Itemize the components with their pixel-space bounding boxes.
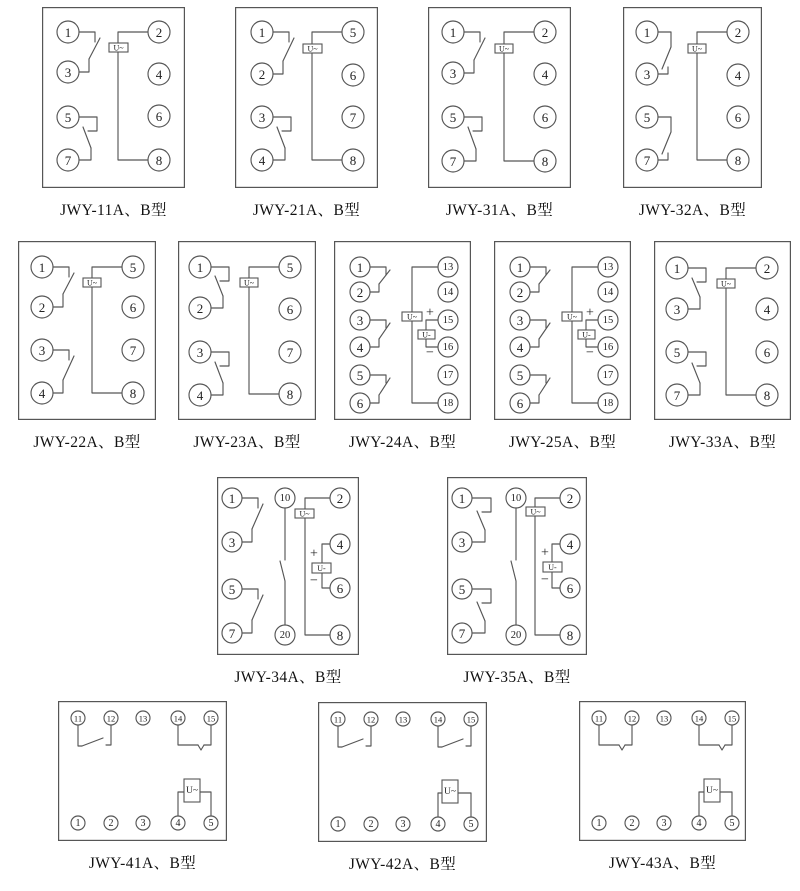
terminal-number-15: 15 xyxy=(442,315,454,326)
coil-label: U~ xyxy=(86,278,98,288)
coil-label: U~ xyxy=(691,44,703,54)
terminal-number-14: 14 xyxy=(442,287,454,298)
terminal-number-5: 5 xyxy=(349,25,357,40)
wire xyxy=(464,32,480,42)
wire xyxy=(625,725,632,745)
diagram-canvas xyxy=(334,241,471,420)
terminal-number-8: 8 xyxy=(155,153,163,168)
diagram-canvas xyxy=(178,241,316,420)
diagram-caption-jwy-41a: JWY-41A、B型 xyxy=(88,855,197,872)
wire xyxy=(211,383,223,395)
terminal-number-7: 7 xyxy=(643,153,651,168)
terminal-number-6: 6 xyxy=(734,110,742,125)
terminal-number-15: 15 xyxy=(466,714,476,725)
terminal-number-11: 11 xyxy=(333,714,343,725)
terminal-number-16: 16 xyxy=(442,342,454,353)
wire xyxy=(338,726,342,747)
terminal-number-4: 4 xyxy=(196,388,204,403)
terminal-number-5: 5 xyxy=(643,110,651,125)
wire xyxy=(699,792,704,816)
wire xyxy=(370,267,386,275)
terminal-number-6: 6 xyxy=(336,581,344,596)
wire xyxy=(688,268,706,282)
diagram-jwy-24a xyxy=(334,241,471,452)
diagram-jwy-43a xyxy=(579,701,746,873)
plus-mark: + xyxy=(426,305,434,321)
terminal-number-13: 13 xyxy=(659,713,669,724)
wire xyxy=(658,153,668,160)
diagram-caption-jwy-22a: JWY-22A、B型 xyxy=(33,434,141,451)
terminal-number-13: 13 xyxy=(398,714,408,725)
wire xyxy=(211,296,223,308)
terminal-number-5: 5 xyxy=(729,818,735,829)
wire xyxy=(106,725,111,745)
wire xyxy=(472,589,491,603)
terminal-number-1: 1 xyxy=(64,25,72,40)
terminal-number-3: 3 xyxy=(356,313,364,328)
wire xyxy=(719,745,725,750)
terminal-number-6: 6 xyxy=(286,302,294,317)
terminal-number-6: 6 xyxy=(763,345,771,360)
diagram-jwy-23a xyxy=(178,241,316,452)
minus-mark: − xyxy=(310,573,318,589)
terminal-number-14: 14 xyxy=(173,713,183,724)
wire xyxy=(530,320,546,328)
wire xyxy=(464,117,482,131)
diagram-canvas xyxy=(428,7,571,188)
terminal-number-2: 2 xyxy=(356,285,364,300)
diagram-caption-jwy-23a: JWY-23A、B型 xyxy=(193,434,301,451)
diagram-caption-jwy-35a: JWY-35A、B型 xyxy=(463,669,571,686)
wire xyxy=(552,544,560,562)
diagram-jwy-21a xyxy=(235,7,378,220)
wire xyxy=(720,792,732,816)
diagram-jwy-25a xyxy=(494,241,631,452)
wire xyxy=(178,792,184,816)
coil-label: U- xyxy=(548,563,557,572)
diagram-caption-jwy-21a: JWY-21A、B型 xyxy=(252,202,361,219)
wire xyxy=(464,149,476,161)
terminal-number-7: 7 xyxy=(349,110,357,125)
wire xyxy=(692,278,700,297)
terminal-number-17: 17 xyxy=(442,370,454,381)
terminal-number-8: 8 xyxy=(336,628,344,643)
terminal-number-2: 2 xyxy=(196,301,204,316)
wire xyxy=(552,572,560,588)
diagram-jwy-35a xyxy=(447,477,587,687)
wire xyxy=(273,117,291,131)
terminal-number-3: 3 xyxy=(516,313,524,328)
wire xyxy=(273,32,289,42)
wire xyxy=(53,294,63,307)
terminal-number-13: 13 xyxy=(442,262,454,273)
terminal-number-4: 4 xyxy=(696,818,702,829)
terminal-number-6: 6 xyxy=(541,110,549,125)
terminal-number-17: 17 xyxy=(602,370,614,381)
coil-label: U~ xyxy=(113,43,124,53)
terminal-number-2: 2 xyxy=(629,818,635,829)
terminal-number-4: 4 xyxy=(356,340,364,355)
wire xyxy=(370,395,379,403)
terminal-number-4: 4 xyxy=(734,68,742,83)
terminal-number-5: 5 xyxy=(356,368,364,383)
terminal-number-3: 3 xyxy=(458,535,466,550)
terminal-number-3: 3 xyxy=(673,302,681,317)
wire xyxy=(342,739,363,747)
diagram-jwy-11a xyxy=(42,7,185,220)
diagram-jwy-41a xyxy=(58,701,227,873)
diagram-jwy-34a xyxy=(217,477,359,687)
terminal-number-1: 1 xyxy=(458,491,466,506)
wire xyxy=(472,621,485,633)
terminal-number-6: 6 xyxy=(516,396,524,411)
terminal-number-1: 1 xyxy=(356,260,364,275)
terminal-number-3: 3 xyxy=(38,343,46,358)
terminal-number-8: 8 xyxy=(349,153,357,168)
wire xyxy=(322,573,330,588)
diagram-caption-jwy-11a: JWY-11A、B型 xyxy=(60,202,167,219)
diagram-canvas xyxy=(654,241,791,420)
terminal-number-2: 2 xyxy=(368,819,374,830)
terminal-number-1: 1 xyxy=(38,260,46,275)
minus-mark: − xyxy=(426,345,434,361)
terminal-number-12: 12 xyxy=(366,714,376,725)
wire xyxy=(370,284,379,292)
wire xyxy=(370,375,386,383)
diagram-jwy-33a xyxy=(654,241,791,452)
terminal-number-2: 2 xyxy=(38,300,46,315)
wire xyxy=(366,726,371,746)
terminal-number-3: 3 xyxy=(196,345,204,360)
wire xyxy=(725,725,732,745)
diagram-canvas xyxy=(623,7,762,188)
wire xyxy=(586,320,598,330)
wire xyxy=(211,267,229,281)
coil-label: U~ xyxy=(406,312,418,322)
diagram-caption-jwy-31a: JWY-31A、B型 xyxy=(445,202,554,219)
terminal-number-4: 4 xyxy=(566,537,574,552)
terminal-number-8: 8 xyxy=(129,386,137,401)
diagram-caption-jwy-25a: JWY-25A、B型 xyxy=(508,434,617,451)
terminal-number-4: 4 xyxy=(336,537,344,552)
wire xyxy=(82,738,103,746)
terminal-number-8: 8 xyxy=(566,628,574,643)
diagram-caption-jwy-32a: JWY-32A、B型 xyxy=(638,202,747,219)
terminal-number-20: 20 xyxy=(510,630,522,641)
terminal-number-4: 4 xyxy=(38,386,46,401)
diagram-jwy-22a xyxy=(18,241,156,452)
terminal-number-14: 14 xyxy=(694,713,704,724)
wire xyxy=(198,745,204,750)
wire xyxy=(215,362,223,383)
coil-label: U~ xyxy=(705,786,719,796)
terminal-number-4: 4 xyxy=(541,67,549,82)
terminal-number-5: 5 xyxy=(208,818,214,829)
terminal-number-1: 1 xyxy=(228,491,236,506)
diagram-jwy-32a xyxy=(623,7,762,220)
terminal-number-5: 5 xyxy=(673,345,681,360)
terminal-number-2: 2 xyxy=(566,491,574,506)
diagram-canvas xyxy=(42,7,185,188)
terminal-number-2: 2 xyxy=(108,818,114,829)
terminal-number-1: 1 xyxy=(196,260,204,275)
terminal-number-15: 15 xyxy=(602,315,614,326)
diagram-canvas xyxy=(217,477,359,655)
terminal-number-4: 4 xyxy=(155,67,163,82)
minus-mark: − xyxy=(586,345,594,361)
wire xyxy=(699,725,719,745)
coil-label: U- xyxy=(582,330,591,340)
wire xyxy=(79,117,97,131)
wire xyxy=(539,270,550,284)
wire xyxy=(688,297,700,309)
wire xyxy=(438,726,442,747)
terminal-number-4: 4 xyxy=(175,818,181,829)
wire xyxy=(477,602,485,621)
terminal-number-5: 5 xyxy=(286,260,294,275)
terminal-number-3: 3 xyxy=(449,66,457,81)
wire xyxy=(464,60,474,73)
terminal-number-8: 8 xyxy=(734,153,742,168)
plus-mark: + xyxy=(586,305,594,321)
terminal-number-4: 4 xyxy=(435,819,441,830)
wire xyxy=(468,127,476,149)
terminal-number-15: 15 xyxy=(727,713,737,724)
wire xyxy=(658,117,671,132)
diagram-caption-jwy-42a: JWY-42A、B型 xyxy=(348,856,457,873)
wire xyxy=(472,498,491,512)
terminal-number-5: 5 xyxy=(129,260,137,275)
wire xyxy=(242,498,258,508)
wire xyxy=(280,561,285,625)
diagram-caption-jwy-34a: JWY-34A、B型 xyxy=(234,669,342,686)
terminal-number-3: 3 xyxy=(64,65,72,80)
wire xyxy=(53,380,63,393)
wire xyxy=(539,323,550,339)
wire xyxy=(619,745,625,750)
wire xyxy=(277,127,285,148)
wire xyxy=(178,725,198,745)
coil-label: U~ xyxy=(720,279,732,289)
diagram-canvas xyxy=(579,701,746,841)
coil-label: U- xyxy=(422,330,431,340)
terminal-number-7: 7 xyxy=(129,343,137,358)
terminal-number-2: 2 xyxy=(155,25,163,40)
wire xyxy=(273,148,285,160)
minus-mark: − xyxy=(541,572,549,588)
terminal-number-12: 12 xyxy=(627,713,637,724)
terminal-number-2: 2 xyxy=(336,491,344,506)
diagram-caption-jwy-33a: JWY-33A、B型 xyxy=(668,434,777,451)
coil-label: U~ xyxy=(307,44,318,54)
terminal-number-3: 3 xyxy=(643,67,651,82)
terminal-number-13: 13 xyxy=(138,713,148,724)
coil-label: U~ xyxy=(243,278,255,288)
wire xyxy=(458,793,471,817)
terminal-number-15: 15 xyxy=(206,713,216,724)
wire xyxy=(242,529,252,542)
wire xyxy=(511,561,516,625)
terminal-number-2: 2 xyxy=(763,261,771,276)
terminal-number-3: 3 xyxy=(258,110,266,125)
terminal-number-14: 14 xyxy=(602,287,614,298)
terminal-number-7: 7 xyxy=(458,626,466,641)
terminal-number-8: 8 xyxy=(286,387,294,402)
wire xyxy=(379,378,390,395)
wire xyxy=(53,350,69,360)
terminal-number-5: 5 xyxy=(449,110,457,125)
terminal-number-2: 2 xyxy=(516,285,524,300)
terminal-number-7: 7 xyxy=(228,626,236,641)
terminal-number-2: 2 xyxy=(541,25,549,40)
wire xyxy=(662,47,671,69)
terminal-number-6: 6 xyxy=(356,396,364,411)
wire xyxy=(530,375,546,383)
wire xyxy=(204,725,211,745)
coil-label: U~ xyxy=(299,509,310,519)
terminal-number-20: 20 xyxy=(279,630,291,641)
wire xyxy=(472,530,485,542)
wire xyxy=(530,339,539,347)
diagram-canvas xyxy=(58,701,227,841)
wire xyxy=(426,320,438,330)
wire xyxy=(599,725,619,745)
wire xyxy=(530,284,539,292)
wire xyxy=(530,267,546,275)
terminal-number-5: 5 xyxy=(458,582,466,597)
terminal-number-5: 5 xyxy=(516,368,524,383)
wire xyxy=(379,270,390,284)
terminal-number-4: 4 xyxy=(258,153,266,168)
terminal-number-7: 7 xyxy=(64,153,72,168)
diagram-jwy-31a xyxy=(428,7,571,220)
wire xyxy=(442,739,463,747)
terminal-number-6: 6 xyxy=(349,68,357,83)
terminal-number-5: 5 xyxy=(228,582,236,597)
coil-label: U~ xyxy=(530,507,541,517)
terminal-number-1: 1 xyxy=(258,25,266,40)
terminal-number-1: 1 xyxy=(449,25,457,40)
wire xyxy=(53,267,69,277)
wire xyxy=(322,544,330,563)
wire xyxy=(662,132,671,154)
diagram-caption-jwy-43a: JWY-43A、B型 xyxy=(608,855,717,872)
terminal-number-8: 8 xyxy=(541,154,549,169)
terminal-number-2: 2 xyxy=(734,25,742,40)
terminal-number-3: 3 xyxy=(140,818,146,829)
terminal-number-6: 6 xyxy=(155,109,163,124)
terminal-number-1: 1 xyxy=(673,261,681,276)
wire xyxy=(477,511,485,530)
terminal-number-5: 5 xyxy=(64,110,72,125)
wire xyxy=(379,323,390,339)
wire xyxy=(370,339,379,347)
wire xyxy=(83,127,91,148)
terminal-number-13: 13 xyxy=(602,262,614,273)
diagram-canvas xyxy=(18,241,156,420)
wire xyxy=(539,378,550,395)
wire xyxy=(530,395,539,403)
terminal-number-3: 3 xyxy=(661,818,667,829)
terminal-number-1: 1 xyxy=(643,25,651,40)
terminal-number-18: 18 xyxy=(442,398,454,409)
terminal-number-10: 10 xyxy=(279,493,291,504)
terminal-number-5: 5 xyxy=(468,819,474,830)
terminal-number-1: 1 xyxy=(596,818,602,829)
terminal-number-6: 6 xyxy=(566,581,574,596)
diagram-canvas xyxy=(494,241,631,420)
terminal-number-11: 11 xyxy=(594,713,604,724)
wire xyxy=(242,620,252,633)
terminal-number-18: 18 xyxy=(602,398,614,409)
coil-label: U- xyxy=(317,564,326,573)
terminal-number-4: 4 xyxy=(516,340,524,355)
terminal-number-12: 12 xyxy=(106,713,116,724)
wire xyxy=(688,352,706,366)
diagram-jwy-42a xyxy=(318,702,487,874)
terminal-number-10: 10 xyxy=(510,493,522,504)
terminal-number-7: 7 xyxy=(673,388,681,403)
plus-mark: + xyxy=(310,546,318,562)
wire xyxy=(79,59,89,72)
coil-label: U~ xyxy=(566,312,578,322)
terminal-number-4: 4 xyxy=(763,302,771,317)
terminal-number-11: 11 xyxy=(73,713,83,724)
diagram-canvas xyxy=(235,7,378,188)
diagram-canvas xyxy=(318,702,487,842)
wire xyxy=(438,793,442,817)
wire xyxy=(78,725,82,746)
coil-label: U~ xyxy=(498,44,510,54)
terminal-number-1: 1 xyxy=(516,260,524,275)
wire xyxy=(215,276,223,296)
coil-label: U~ xyxy=(443,787,457,797)
wire xyxy=(688,383,700,395)
wire xyxy=(200,792,211,816)
terminal-number-16: 16 xyxy=(602,342,614,353)
terminal-number-14: 14 xyxy=(433,714,443,725)
wire xyxy=(211,352,229,366)
wire xyxy=(273,61,283,74)
plus-mark: + xyxy=(541,545,549,561)
wire xyxy=(658,32,671,47)
diagram-caption-jwy-24a: JWY-24A、B型 xyxy=(348,434,457,451)
terminal-number-8: 8 xyxy=(763,388,771,403)
wire xyxy=(79,148,91,160)
coil-label: U~ xyxy=(185,786,199,796)
terminal-number-7: 7 xyxy=(286,345,294,360)
terminal-number-2: 2 xyxy=(258,67,266,82)
terminal-number-3: 3 xyxy=(228,535,236,550)
terminal-number-7: 7 xyxy=(449,154,457,169)
wire xyxy=(242,589,258,599)
wire xyxy=(370,320,386,328)
terminal-number-1: 1 xyxy=(335,819,341,830)
diagram-canvas xyxy=(447,477,587,655)
terminal-number-1: 1 xyxy=(75,818,81,829)
wire xyxy=(466,726,471,746)
terminal-number-3: 3 xyxy=(400,819,406,830)
terminal-number-6: 6 xyxy=(129,300,137,315)
wire xyxy=(79,32,95,42)
